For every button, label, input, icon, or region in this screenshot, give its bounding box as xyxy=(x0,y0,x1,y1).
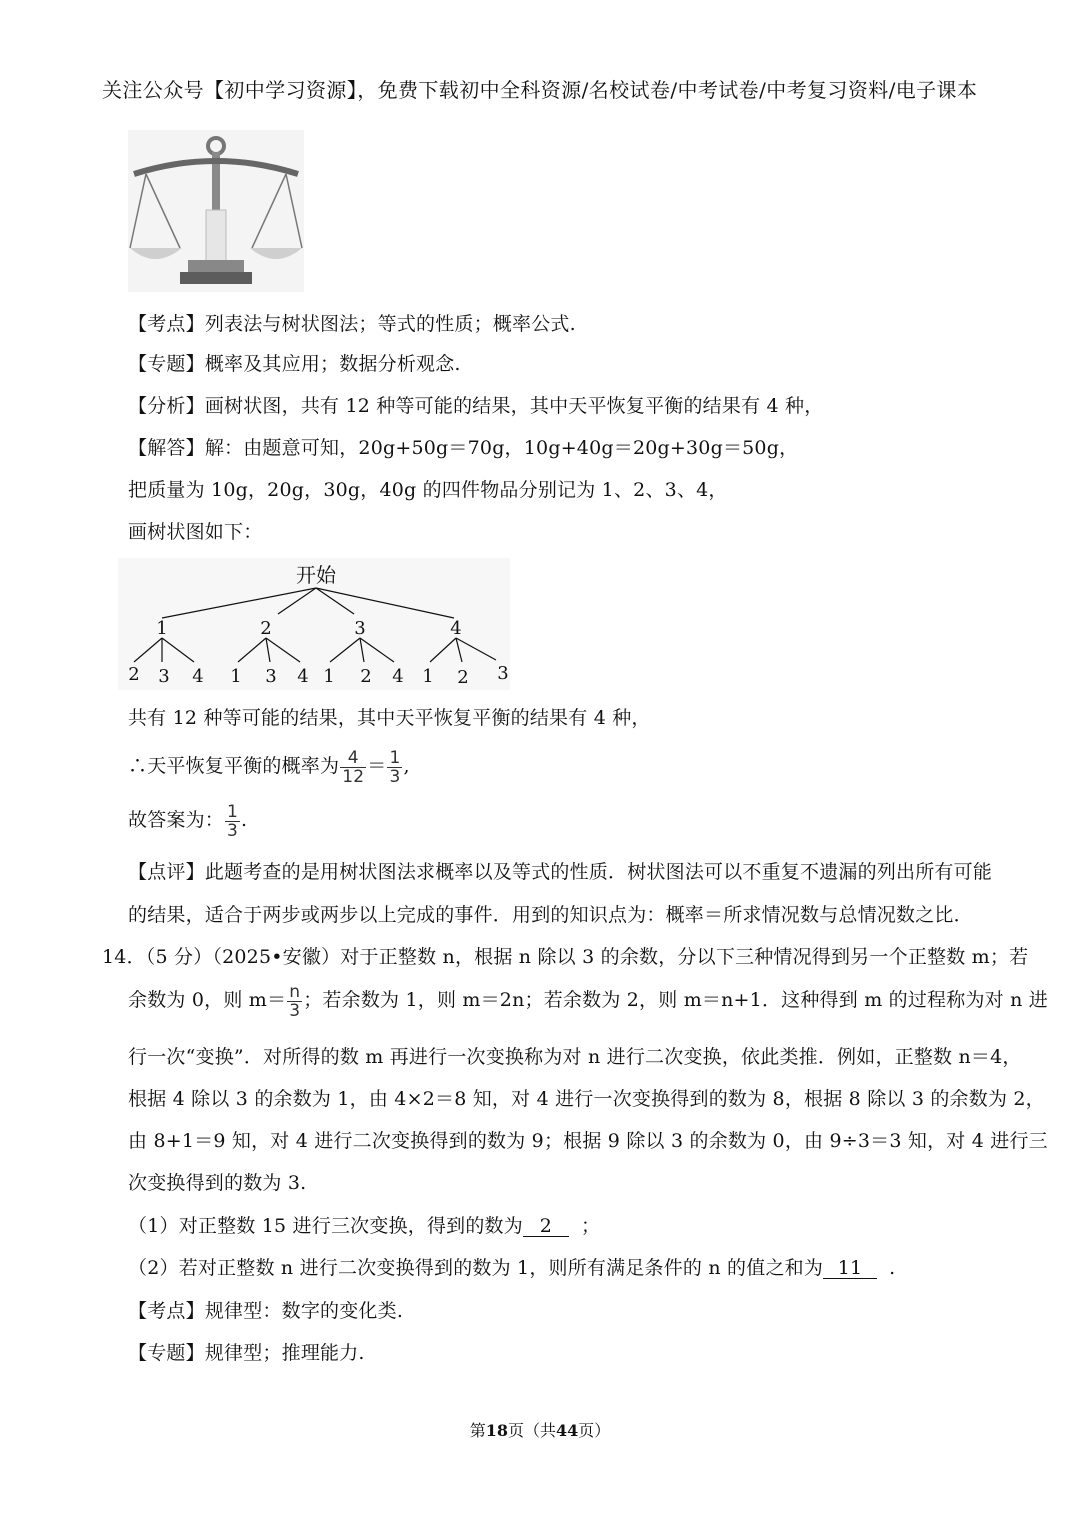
answer-blank-1: 2 xyxy=(523,1216,569,1237)
tree-l2-node: 3 xyxy=(497,663,509,684)
tree-l2-node: 4 xyxy=(192,666,204,687)
period: . xyxy=(241,809,248,831)
fraction-4-12 xyxy=(340,749,366,786)
q13-line4: 共有 12 种等可能的结果，其中天平恢复平衡的结果有 4 种， xyxy=(128,707,651,729)
q14-p2-post: . xyxy=(889,1257,896,1279)
fraction-1-3 xyxy=(387,749,402,786)
zhuanti-tag: 【专题】 xyxy=(128,353,205,375)
tree-l2-node: 1 xyxy=(323,666,335,687)
answer-label: 故答案为： xyxy=(128,809,225,831)
q14-l2-post: ；若余数为 1，则 m＝2n；若余数为 2，则 m＝n+1．这种得到 m 的过程称为对 n 进 xyxy=(303,989,1048,1011)
balance-scale-image xyxy=(128,130,304,292)
q13-dianping xyxy=(128,860,992,884)
q13-jieda xyxy=(128,436,798,460)
q13-answer-line xyxy=(128,800,247,840)
q13-probability-line xyxy=(128,746,410,786)
equals-sign: ＝ xyxy=(367,755,387,777)
q14-part2 xyxy=(128,1256,895,1280)
tree-l2-node: 2 xyxy=(128,664,140,685)
q14-line1: 14．（5 分）（2025•安徽）对于正整数 n，根据 n 除以 3 的余数，分以下三种情况得到另一个正整数 m；若 xyxy=(102,946,1029,968)
tree-l2-node: 2 xyxy=(457,667,469,688)
q13-kaodian xyxy=(128,312,576,336)
page-footer xyxy=(0,1418,1080,1441)
q13-line3: 画树状图如下： xyxy=(128,521,263,543)
zhuanti-text: 规律型；推理能力. xyxy=(204,1342,365,1364)
tree-l2-node: 2 xyxy=(360,666,372,687)
tree-l2-node: 1 xyxy=(422,666,434,687)
footer-mid: 页（共 xyxy=(507,1421,556,1440)
fraction-numerator: n xyxy=(287,983,302,1002)
tree-l2-node: 3 xyxy=(265,666,277,687)
tree-l1-node: 1 xyxy=(156,618,168,639)
dianping-tag: 【点评】 xyxy=(128,861,205,883)
kaodian-tag: 【考点】 xyxy=(128,313,205,335)
zhuanti-text: 概率及其应用；数据分析观念. xyxy=(204,353,461,375)
fraction-denominator: 3 xyxy=(227,820,239,841)
q13-dianping-2: 的结果，适合于两步或两步以上完成的事件．用到的知识点为：概率＝所求情况数与总情况数之比． xyxy=(128,904,973,926)
jieda-tag: 【解答】 xyxy=(128,437,205,459)
q14-part1 xyxy=(128,1214,600,1238)
prob-text: ∴天平恢复平衡的概率为 xyxy=(128,755,340,777)
answer-blank-2: 11 xyxy=(823,1258,877,1279)
kaodian-text: 列表法与树状图法；等式的性质；概率公式. xyxy=(204,313,576,335)
tree-l2-node: 1 xyxy=(230,666,242,687)
q14-kaodian xyxy=(128,1299,403,1323)
tree-diagram xyxy=(118,558,518,690)
dianping-text: 此题考查的是用树状图法求概率以及等式的性质．树状图法可以不重复不遗漏的列出所有可能 xyxy=(204,861,993,883)
jieda-text: 解：由题意可知，20g+50g＝70g，10g+40g＝20g+30g＝50g， xyxy=(204,437,799,459)
fraction-numerator: 4 xyxy=(340,749,366,768)
page-total: 44 xyxy=(556,1421,579,1440)
tree-l2-node: 3 xyxy=(158,666,170,687)
footer-pre: 第 xyxy=(469,1421,486,1440)
fenxi-text: 画树状图，共有 12 种等可能的结果，其中天平恢复平衡的结果有 4 种， xyxy=(204,395,824,417)
tree-l1-node: 3 xyxy=(354,618,366,639)
q14-line2 xyxy=(128,978,1048,1022)
fraction-denominator: 3 xyxy=(289,1000,301,1021)
fenxi-tag: 【分析】 xyxy=(128,395,205,417)
tree-root: 开始 xyxy=(296,563,336,587)
page-header-promo: 关注公众号【初中学习资源】，免费下载初中全科资源/名校试卷/中考试卷/中考复习资料/电子课本 xyxy=(102,78,978,102)
q14-p1-post: ； xyxy=(580,1215,601,1237)
q14-line3: 行一次“变换”．对所得的数 m 再进行一次变换称为对 n 进行二次变换，依此类推．例如，正整数 n＝4， xyxy=(128,1046,1022,1068)
q14-line6: 次变换得到的数为 3. xyxy=(128,1172,307,1194)
comma: , xyxy=(403,755,410,777)
q14-p2-text: （2）若对正整数 n 进行二次变换得到的数为 1，则所有满足条件的 n 的值之和为 xyxy=(128,1257,824,1279)
tree-l2-node: 4 xyxy=(392,666,404,687)
q14-line4: 根据 4 除以 3 的余数为 1，由 4×2＝8 知，对 4 进行一次变换得到的数为 8，根据 8 除以 3 的余数为 2， xyxy=(128,1088,1045,1110)
fraction-numerator: 1 xyxy=(389,747,401,768)
q14-l2-pre: 余数为 0，则 m＝ xyxy=(128,989,287,1011)
tree-l1-node: 4 xyxy=(450,618,462,639)
footer-post: 页） xyxy=(578,1421,611,1440)
q13-fenxi xyxy=(128,394,823,418)
fraction-denominator: 12 xyxy=(342,766,365,787)
fraction-denominator: 3 xyxy=(389,766,401,787)
fraction-numerator: 1 xyxy=(227,801,239,822)
kaodian-text: 规律型：数字的变化类. xyxy=(204,1300,404,1322)
q14-line5: 由 8+1＝9 知，对 4 进行二次变换得到的数为 9；根据 9 除以 3 的余数为 0，由 9÷3＝3 知，对 4 进行三 xyxy=(128,1130,1048,1152)
answer-fraction xyxy=(225,803,240,840)
q13-zhuanti xyxy=(128,352,461,376)
kaodian-tag: 【考点】 xyxy=(128,1300,205,1322)
fraction-n-3 xyxy=(287,983,302,1020)
q14-zhuanti xyxy=(128,1341,365,1365)
q13-line2: 把质量为 10g，20g，30g，40g 的四件物品分别记为 1、2、3、4， xyxy=(128,479,728,501)
zhuanti-tag: 【专题】 xyxy=(128,1342,205,1364)
tree-l1-node: 2 xyxy=(260,618,272,639)
page-number: 18 xyxy=(485,1421,508,1440)
tree-l2-node: 4 xyxy=(297,666,309,687)
q14-p1-text: （1）对正整数 15 进行三次变换，得到的数为 xyxy=(128,1215,523,1237)
